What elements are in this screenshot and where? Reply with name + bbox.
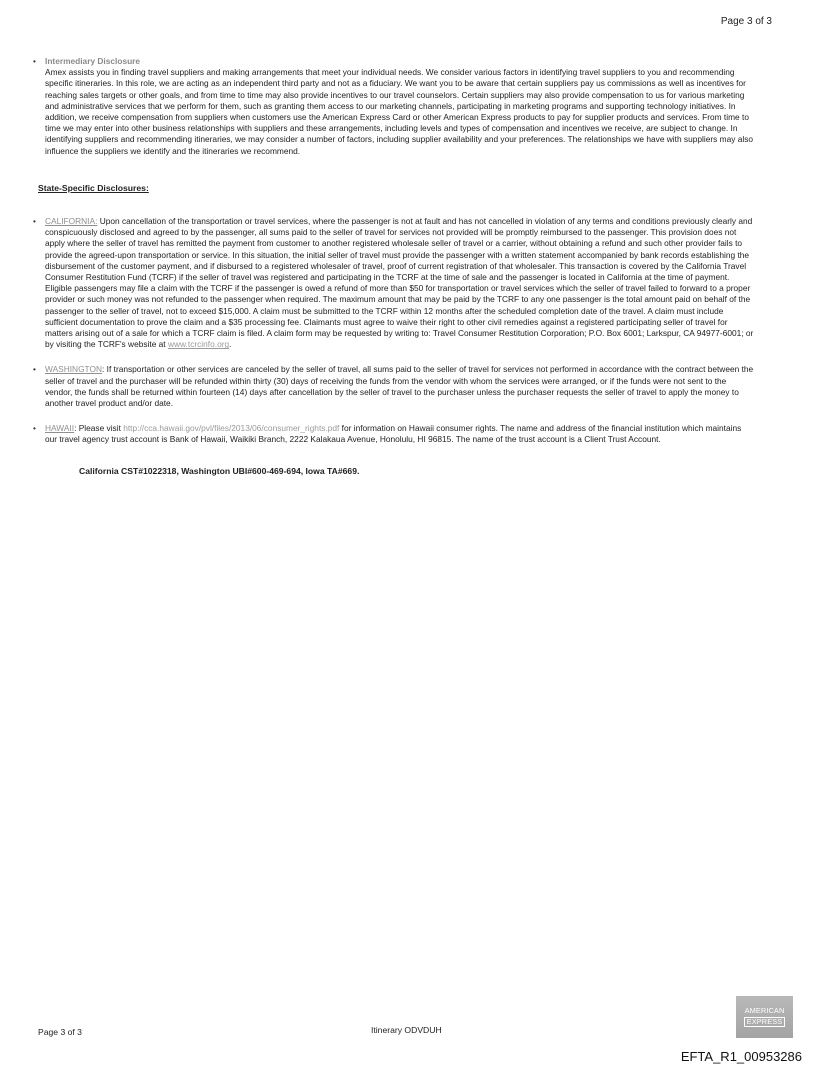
- logo-line-express: EXPRESS: [744, 1017, 786, 1027]
- hawaii-pre: : Please visit: [74, 423, 124, 434]
- hawaii-label[interactable]: HAWAII: [45, 423, 75, 434]
- tcrf-website-link[interactable]: www.tcrcinfo.org: [167, 339, 230, 350]
- license-numbers: California CST#1022318, Washington UBI#600-469-694, Iowa TA#669.: [79, 465, 360, 476]
- intermediary-disclosure: [33, 56, 755, 157]
- disclosures-content: [33, 56, 755, 477]
- intermediary-body: Amex assists you in finding travel suppliers and making arrangements that meet your individual needs. We consider various factors in identifying travel suppliers to you and recommending specific itineraries. In this role, we are acting as an independent third party and not as a fiduciary. We want you to be aware that certain suppliers pay us commissions as well as incentives for reaching sales targets or other goals, and from time to time may also provide incentives to our travel counselors. Certain suppliers may also provide compensation to us for various marketing and administrative services that we perform for them, such as granting them access to our marketing channels, participating in marketing programs and supporting technology initiatives. In addition, we receive compensation from suppliers when customers use the American Express Card or other American Express products to pay for supplier products and services. From time to time we may enter into other business relationships with suppliers and these arrangements, including levels and types of compensation and incentives we receive, are subject to change. In identifying suppliers and recommending itineraries, we may consider a number of factors, including supplier availability and your preferences. The relationships we have with suppliers may also influence the suppliers we identify and the itineraries we recommend.: [45, 67, 754, 156]
- footer-page-number: Page 3 of 3: [38, 1027, 82, 1037]
- hawaii-disclosure: [33, 423, 755, 445]
- washington-body: : If transportation or other services are canceled by the seller of travel, all sums paid to the seller of travel for services not performed in accordance with the contract between the seller of travel and the purchaser will be refunded within thirty (30) days of receiving the funds from the vendor with whom the services were arranged, or if the funds were not sent to the vendor, the funds shall be returned within fourteen (14) days after cancellation by the seller of travel to the purchaser unless the purchaser requests the seller of travel to apply the money to another travel product and/or date.: [45, 364, 754, 409]
- washington-disclosure: [33, 364, 755, 409]
- american-express-logo: [736, 996, 793, 1038]
- california-disclosure: [33, 216, 755, 350]
- intermediary-title: • Intermediary Disclosure: [45, 56, 141, 66]
- footer-itinerary: Itinerary ODVDUH: [371, 1025, 442, 1035]
- hawaii-body: for information on Hawaii consumer rights. The name and address of the financial institution which maintains our travel agency trust account is Bank of Hawaii, Waikiki Branch, 2222 Kalakaua Avenue, Honolulu, HI 96815. The name of the trust account is a Client Trust Account.: [45, 423, 742, 445]
- state-disclosures-heading: State-Specific Disclosures:: [38, 182, 149, 193]
- page-number-header: Page 3 of 3: [720, 16, 772, 27]
- california-body: Upon cancellation of the transportation or travel services, where the passenger is not at fault and has not cancelled in violation of any terms and conditions previously clearly and conspicuously disclosed and agreed to by the passenger, all sums paid to the seller of travel for services not provided will be promptly reimbursed to the passenger. This provision does not apply where the seller of travel has remitted the payment from customer to another registered wholesale seller of travel or a carrier, without obtaining a refund and such other provider fails to provide the agreed-upon transportation or service. In this situation, the initial seller of travel must provide the passenger with a written statement accompanied by bank records establishing the disbursement of the customer payment, and if disbursed to a registered wholesaler of travel, proof of current registration of that wholesaler. This transaction is covered by the California Travel Consumer Restitution Fund (TCRF) if the seller of travel was registered and participating in the TCRF at the time of sale and the passenger is located in California at the time of payment. Eligible passengers may file a claim with the TCRF if the passenger is owed a refund of more than $50 for transportation or travel services which the seller of travel failed to forward to a proper provider or such money was not refunded to the passenger when required. The maximum amount that may be paid by the TCRF to any one passenger is the total amount paid on behalf of the passenger to the seller of travel, not to exceed $15,000. A claim must be submitted to the TCRF within 12 months after the scheduled completion date of the travel. A claim must include sufficient documentation to prove the claim and a $35 processing fee. Claimants must agree to waive their right to other civil remedies against a registered participating seller of travel for matters arising out of a sale for which a TCRF claim is filed. A claim form may be requested by writing to: Travel Consumer Restitution Corporation; P.O. Box 6001; Larkspur, CA 94977-6001; or by visiting the TCRF's website at: [45, 216, 754, 350]
- logo-line-american: AMERICAN: [744, 1006, 785, 1016]
- hawaii-consumer-rights-link[interactable]: http://cca.hawaii.gov/pvl/files/2013/06/consumer_rights.pdf: [123, 423, 340, 434]
- document-id: EFTA_R1_00953286: [680, 1049, 802, 1064]
- washington-label[interactable]: WASHINGTON: [45, 364, 103, 375]
- california-label[interactable]: CALIFORNIA:: [45, 216, 98, 227]
- california-end: .: [229, 339, 232, 350]
